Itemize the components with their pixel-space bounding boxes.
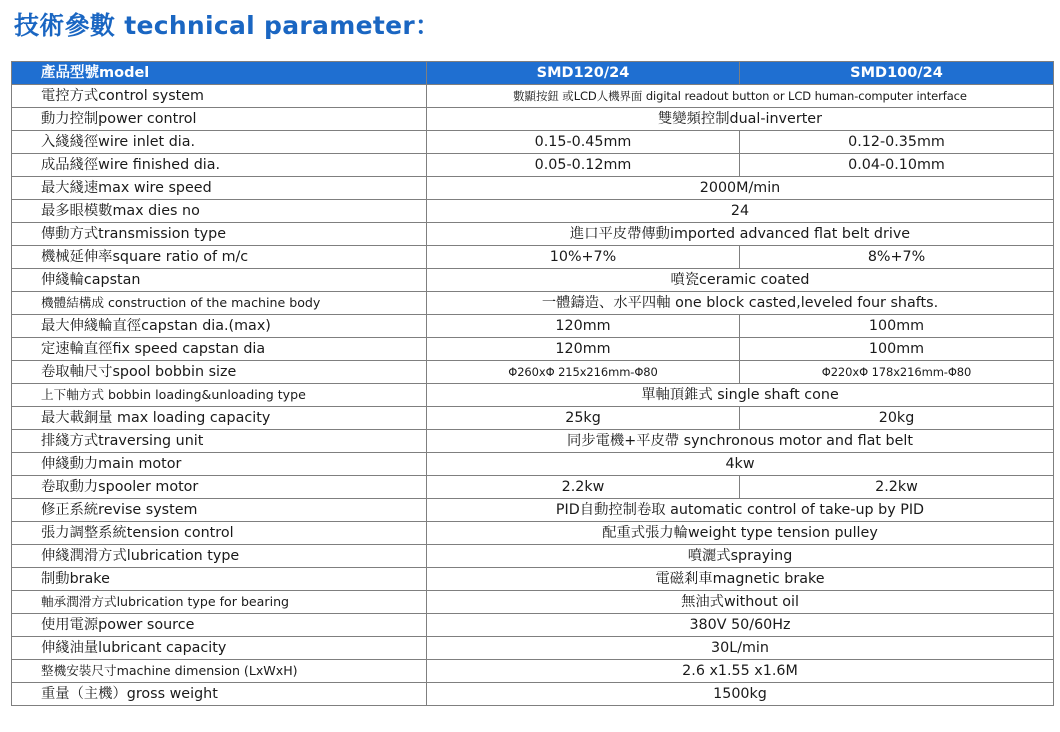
table-row bbox=[12, 154, 1054, 177]
row-value: 噴灑式spraying bbox=[427, 545, 1054, 568]
table-row bbox=[12, 131, 1054, 154]
row-label: 使用電源power source bbox=[12, 614, 427, 637]
table-row bbox=[12, 269, 1054, 292]
row-label: 伸綫輪capstan bbox=[12, 269, 427, 292]
row-value: PID自動控制卷取 automatic control of take-up by PID bbox=[427, 499, 1054, 522]
table-row bbox=[12, 108, 1054, 131]
row-value: 無油式without oil bbox=[427, 591, 1054, 614]
row-label: 定速輪直徑fix speed capstan dia bbox=[12, 338, 427, 361]
row-label: 軸承潤滑方式lubrication type for bearing bbox=[12, 591, 427, 614]
page-title: 技術參數 technical parameter： bbox=[14, 11, 441, 40]
row-label: 入綫綫徑wire inlet dia. bbox=[12, 131, 427, 154]
row-value: 30L/min bbox=[427, 637, 1054, 660]
row-value: 配重式張力輪weight type tension pulley bbox=[427, 522, 1054, 545]
row-label: 最多眼模數max dies no bbox=[12, 200, 427, 223]
row-label: 機械延伸率square ratio of m/c bbox=[12, 246, 427, 269]
row-value: 380V 50/60Hz bbox=[427, 614, 1054, 637]
table-row bbox=[12, 292, 1054, 315]
row-value-smd100: 8%+7% bbox=[740, 246, 1054, 269]
row-value: 進口平皮帶傳動imported advanced flat belt drive bbox=[427, 223, 1054, 246]
table-row bbox=[12, 177, 1054, 200]
row-value-smd120: 0.05-0.12mm bbox=[427, 154, 740, 177]
row-value-smd100: Φ220xΦ 178x216mm-Φ80 bbox=[740, 361, 1054, 384]
row-label: 機體結構成 construction of the machine body bbox=[12, 292, 427, 315]
table-row bbox=[12, 591, 1054, 614]
row-label: 成品綫徑wire finished dia. bbox=[12, 154, 427, 177]
row-value: 4kw bbox=[427, 453, 1054, 476]
row-label: 電控方式control system bbox=[12, 85, 427, 108]
row-label: 最大伸綫輪直徑capstan dia.(max) bbox=[12, 315, 427, 338]
row-value-smd100: 2.2kw bbox=[740, 476, 1054, 499]
row-value-smd100: 0.04-0.10mm bbox=[740, 154, 1054, 177]
table-row bbox=[12, 361, 1054, 384]
table-row bbox=[12, 476, 1054, 499]
table-row bbox=[12, 246, 1054, 269]
table-row bbox=[12, 453, 1054, 476]
table-row bbox=[12, 568, 1054, 591]
row-value-smd100: 0.12-0.35mm bbox=[740, 131, 1054, 154]
spec-table bbox=[11, 61, 1054, 706]
table-row bbox=[12, 315, 1054, 338]
row-label: 卷取動力spooler motor bbox=[12, 476, 427, 499]
row-value-smd120: Φ260xΦ 215x216mm-Φ80 bbox=[427, 361, 740, 384]
row-label: 排綫方式traversing unit bbox=[12, 430, 427, 453]
row-label: 伸綫潤滑方式lubrication type bbox=[12, 545, 427, 568]
table-row bbox=[12, 614, 1054, 637]
row-value: 24 bbox=[427, 200, 1054, 223]
table-row bbox=[12, 545, 1054, 568]
row-value: 2.6 x1.55 x1.6M bbox=[427, 660, 1054, 683]
row-value: 1500kg bbox=[427, 683, 1054, 706]
table-row bbox=[12, 85, 1054, 108]
row-value-smd120: 120mm bbox=[427, 315, 740, 338]
row-value-smd100: 100mm bbox=[740, 338, 1054, 361]
row-value: 一體鑄造、水平四軸 one block casted,leveled four shafts. bbox=[427, 292, 1054, 315]
row-label: 最大載銅量 max loading capacity bbox=[12, 407, 427, 430]
row-value-smd120: 0.15-0.45mm bbox=[427, 131, 740, 154]
table-header-row bbox=[12, 62, 1054, 85]
row-label: 整機安裝尺寸machine dimension (LxWxH) bbox=[12, 660, 427, 683]
row-label: 上下軸方式 bobbin loading&unloading type bbox=[12, 384, 427, 407]
table-row bbox=[12, 223, 1054, 246]
row-value-smd120: 2.2kw bbox=[427, 476, 740, 499]
row-label: 重量（主機）gross weight bbox=[12, 683, 427, 706]
row-label: 卷取軸尺寸spool bobbin size bbox=[12, 361, 427, 384]
row-value: 雙變頻控制dual-inverter bbox=[427, 108, 1054, 131]
row-label: 最大綫速max wire speed bbox=[12, 177, 427, 200]
table-row bbox=[12, 430, 1054, 453]
table-row bbox=[12, 522, 1054, 545]
row-value-smd100: 20kg bbox=[740, 407, 1054, 430]
row-label: 張力調整系統tension control bbox=[12, 522, 427, 545]
row-value-smd100: 100mm bbox=[740, 315, 1054, 338]
row-value: 數顯按鈕 或LCD人機界面 digital readout button or LCD human-computer interface bbox=[427, 85, 1054, 108]
table-row bbox=[12, 338, 1054, 361]
row-label: 伸綫動力main motor bbox=[12, 453, 427, 476]
row-label: 制動brake bbox=[12, 568, 427, 591]
row-value: 同步電機+平皮帶 synchronous motor and flat belt bbox=[427, 430, 1054, 453]
row-value-smd120: 25kg bbox=[427, 407, 740, 430]
row-label: 傳動方式transmission type bbox=[12, 223, 427, 246]
row-value-smd120: 120mm bbox=[427, 338, 740, 361]
table-row bbox=[12, 637, 1054, 660]
header-model-smd120: SMD120/24 bbox=[427, 62, 740, 85]
row-value-smd120: 10%+7% bbox=[427, 246, 740, 269]
row-value: 噴瓷ceramic coated bbox=[427, 269, 1054, 292]
row-value: 單軸頂錐式 single shaft cone bbox=[427, 384, 1054, 407]
row-value: 電磁剎車magnetic brake bbox=[427, 568, 1054, 591]
row-label: 動力控制power control bbox=[12, 108, 427, 131]
table-row bbox=[12, 407, 1054, 430]
table-row bbox=[12, 384, 1054, 407]
header-model-label: 產品型號model bbox=[12, 62, 427, 85]
table-row bbox=[12, 660, 1054, 683]
header-model-smd100: SMD100/24 bbox=[740, 62, 1054, 85]
table-row bbox=[12, 683, 1054, 706]
row-value: 2000M/min bbox=[427, 177, 1054, 200]
table-row bbox=[12, 499, 1054, 522]
table-row bbox=[12, 200, 1054, 223]
row-label: 修正系統revise system bbox=[12, 499, 427, 522]
row-label: 伸綫油量lubricant capacity bbox=[12, 637, 427, 660]
